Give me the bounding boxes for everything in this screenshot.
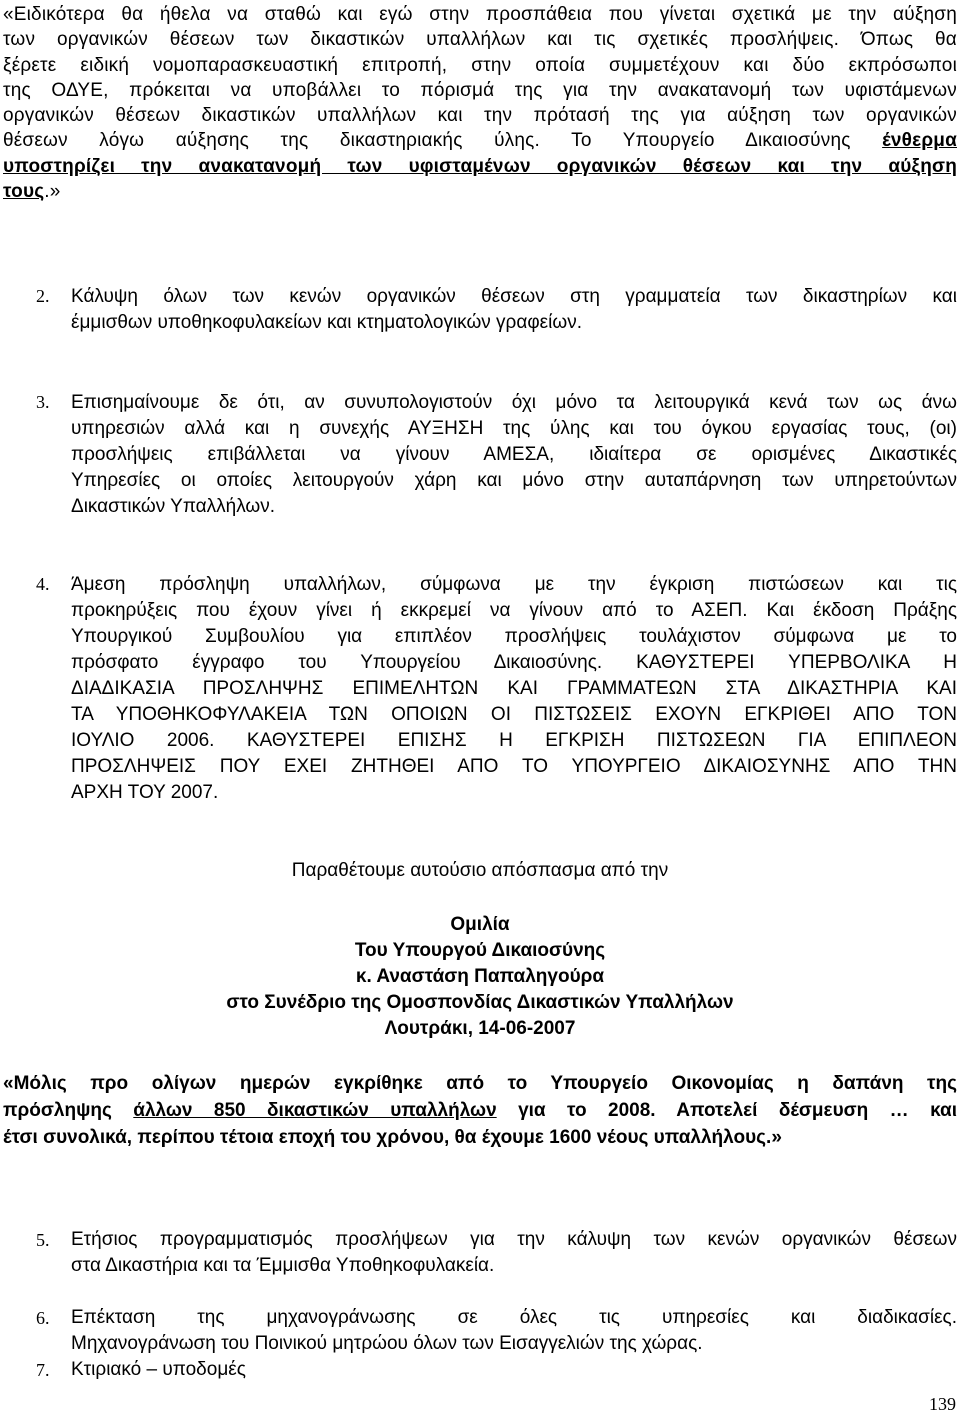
item-line: ΑΡΧΗ ΤΟΥ 2007. — [71, 782, 219, 803]
item-number: 7. — [36, 1360, 50, 1380]
item-line: προσλήψεις επιβάλλεται να γίνουν ΑΜΕΣΑ, ιδιαίτερα σε ορισμένες Δικαστικές — [71, 444, 957, 465]
item-line: στα Δικαστήρια και τα Έμμισθα Υποθηκοφυλακεία. — [71, 1255, 495, 1276]
item-line: Δικαστικών Υπαλλήλων. — [71, 496, 276, 517]
page-number: 139 — [929, 1394, 956, 1414]
item-number: 4. — [36, 574, 50, 594]
quote-close: .» — [44, 181, 61, 203]
emphasis-text: τους — [3, 181, 45, 203]
intro-line: οργανικών θέσεων δικαστικών υπαλλήλων και την πρότασή της για αύξηση των οργανικών — [3, 105, 957, 127]
heading-line: Ομιλία — [450, 914, 510, 935]
item-line: Επέκταση της μηχανογράνωσης σε όλες τις υπηρεσίες και διαδικασίες. — [71, 1307, 957, 1328]
list-item-7 — [71, 1357, 957, 1383]
item-number: 2. — [36, 286, 50, 306]
item-line: ΠΡΟΣΛΗΨΕΙΣ ΠΟΥ ΕΧΕΙ ΖΗΤΗΘΕΙ ΑΠΟ ΤΟ ΥΠΟΥΡΓΕΙΟ ΔΙΚΑΙΟΣΥΝΗΣ ΑΠΟ ΤΗΝ — [71, 756, 957, 777]
intro-line-6 — [3, 128, 957, 153]
list-item-2 — [71, 284, 957, 336]
quote-line: «Μόλις προ ολίγων ημερών εγκρίθηκε από το Υπουργείο Οικονομίας η δαπάνη της — [3, 1073, 957, 1094]
item-line: έμμισθων υποθηκοφυλακείων και κτηματολογικών γραφείων. — [71, 312, 582, 333]
intro-line-end — [3, 179, 957, 204]
emphasis-text: ένθερμα — [882, 130, 957, 152]
speech-quote — [3, 1070, 957, 1151]
item-line: Κτιριακό – υποδομές — [71, 1359, 246, 1380]
intro-line: ξέρετε ειδική νομοπαρασκευαστική επιτροπή, στην οποία συμμετέχουν και δύο εκπρόσωποι — [3, 54, 957, 76]
speech-heading — [0, 912, 960, 1042]
item-line: Ετήσιος προγραμματισμός προσλήψεων για την κάλυψη των κενών οργανικών θέσεων — [71, 1229, 957, 1250]
item-line: Κάλυψη όλων των κενών οργανικών θέσεων στη γραμματεία των δικαστηρίων και — [71, 286, 957, 307]
item-line: Υπηρεσίες οι οποίες λειτουργούν χάρη και μόνο στην αυταπάρνηση των υπηρετούντων — [71, 470, 957, 491]
item-number: 5. — [36, 1230, 50, 1250]
heading-line: κ. Αναστάση Παπαληγούρα — [355, 966, 605, 987]
item-number: 6. — [36, 1308, 50, 1328]
item-line: ΤΑ ΥΠΟΘΗΚΟΦΥΛΑΚΕΙΑ ΤΩΝ ΟΠΟΙΩΝ ΟΙ ΠΙΣΤΩΣΕΙΣ ΕΧΟΥΝ ΕΓΚΡΙΘΕΙ ΑΠΟ ΤΟΝ — [71, 704, 957, 725]
item-line: υπηρεσιών αλλά και η συνεχής ΑΥΞΗΣΗ της ύλης και του όγκου εργασίας τους, (οι) — [71, 418, 957, 439]
list-item-5 — [71, 1227, 957, 1279]
heading-line: Λουτράκι, 14-06-2007 — [384, 1018, 576, 1039]
intro-line: της ΟΔΥΕ, πρόκειται να υποβάλλει το πόρισμά της για την ανακατανομή των υφιστάμενων — [3, 79, 957, 101]
intro-line-bold: υποστηρίζει την ανακατανομή των υφισταμένων οργανικών θέσεων και την αύξηση — [3, 155, 957, 177]
item-line: ΔΙΑΔΙΚΑΣΙΑ ΠΡΟΣΛΗΨΗΣ ΕΠΙΜΕΛΗΤΩΝ ΚΑΙ ΓΡΑΜΜΑΤΕΩΝ ΣΤΑ ΔΙΚΑΣΤΗΡΙΑ ΚΑΙ — [71, 678, 957, 699]
item-line: Άμεση πρόσληψη υπαλλήλων, σύμφωνα με την έγκριση πιστώσεων και τις — [71, 574, 957, 595]
intro-line: «Ειδικότερα θα ήθελα να σταθώ και εγώ στην προσπάθεια που γίνεται σχετικά με την αύξηση — [3, 4, 957, 25]
item-number: 3. — [36, 392, 50, 412]
item-line: ΙΟΥΛΙΟ 2006. ΚΑΘΥΣΤΕΡΕΙ ΕΠΙΣΗΣ Η ΕΓΚΡΙΣΗ ΠΙΣΤΩΣΕΩΝ ΓΙΑ ΕΠΙΠΛΕΟΝ — [71, 730, 957, 751]
list-item-6 — [71, 1305, 957, 1357]
underlined-text: άλλων 850 δικαστικών υπαλλήλων — [133, 1100, 497, 1121]
intro-line: των οργανικών θέσεων των δικαστικών υπαλλήλων και τις σχετικές προσλήψεις. Όπως θα — [3, 29, 957, 51]
intro-paragraph — [3, 2, 957, 204]
excerpt-intro: Παραθέτουμε αυτούσιο απόσπασμα από την — [291, 860, 669, 881]
quote-line: έτσι συνολικά, περίπου τέτοια εποχή του χρόνου, θα έχουμε 1600 νέους υπαλλήλους.» — [3, 1127, 782, 1148]
list-item-4 — [71, 572, 957, 806]
quote-line-2 — [3, 1097, 957, 1124]
quote-text: πρόσληψης — [3, 1100, 134, 1121]
heading-line: στο Συνέδριο της Ομοσπονδίας Δικαστικών Υπαλλήλων — [226, 992, 734, 1013]
quote-text: για το 2008. Αποτελεί δέσμευση … και — [496, 1100, 957, 1121]
item-line: προκηρύξεις που έχουν γίνει ή εκκρεμεί να γίνουν από το ΑΣΕΠ. Και έκδοση Πράξης — [71, 600, 957, 621]
heading-line: Του Υπουργού Δικαιοσύνης — [354, 940, 606, 961]
item-line: Επισημαίνουμε δε ότι, αν συνυπολογιστούν όχι μόνο τα λειτουργικά κενά των ως άνω — [71, 392, 957, 413]
item-line: Υπουργικού Συμβουλίου για επιπλέον προσλήψεις τουλάχιστον σύμφωνα με το — [71, 626, 957, 647]
item-line: πρόσφατο έγγραφο του Υπουργείου Δικαιοσύνης. ΚΑΘΥΣΤΕΡΕΙ ΥΠΕΡΒΟΛΙΚΑ Η — [71, 652, 957, 673]
list-item-3 — [71, 390, 957, 520]
intro-line-text: θέσεων λόγω αύξησης της δικαστηριακής ύλης. Το Υπουργείο Δικαιοσύνης — [3, 130, 883, 152]
item-line: Μηχανογράνωση του Ποινικού μητρώου όλων των Εισαγγελιών της χώρας. — [71, 1333, 703, 1354]
